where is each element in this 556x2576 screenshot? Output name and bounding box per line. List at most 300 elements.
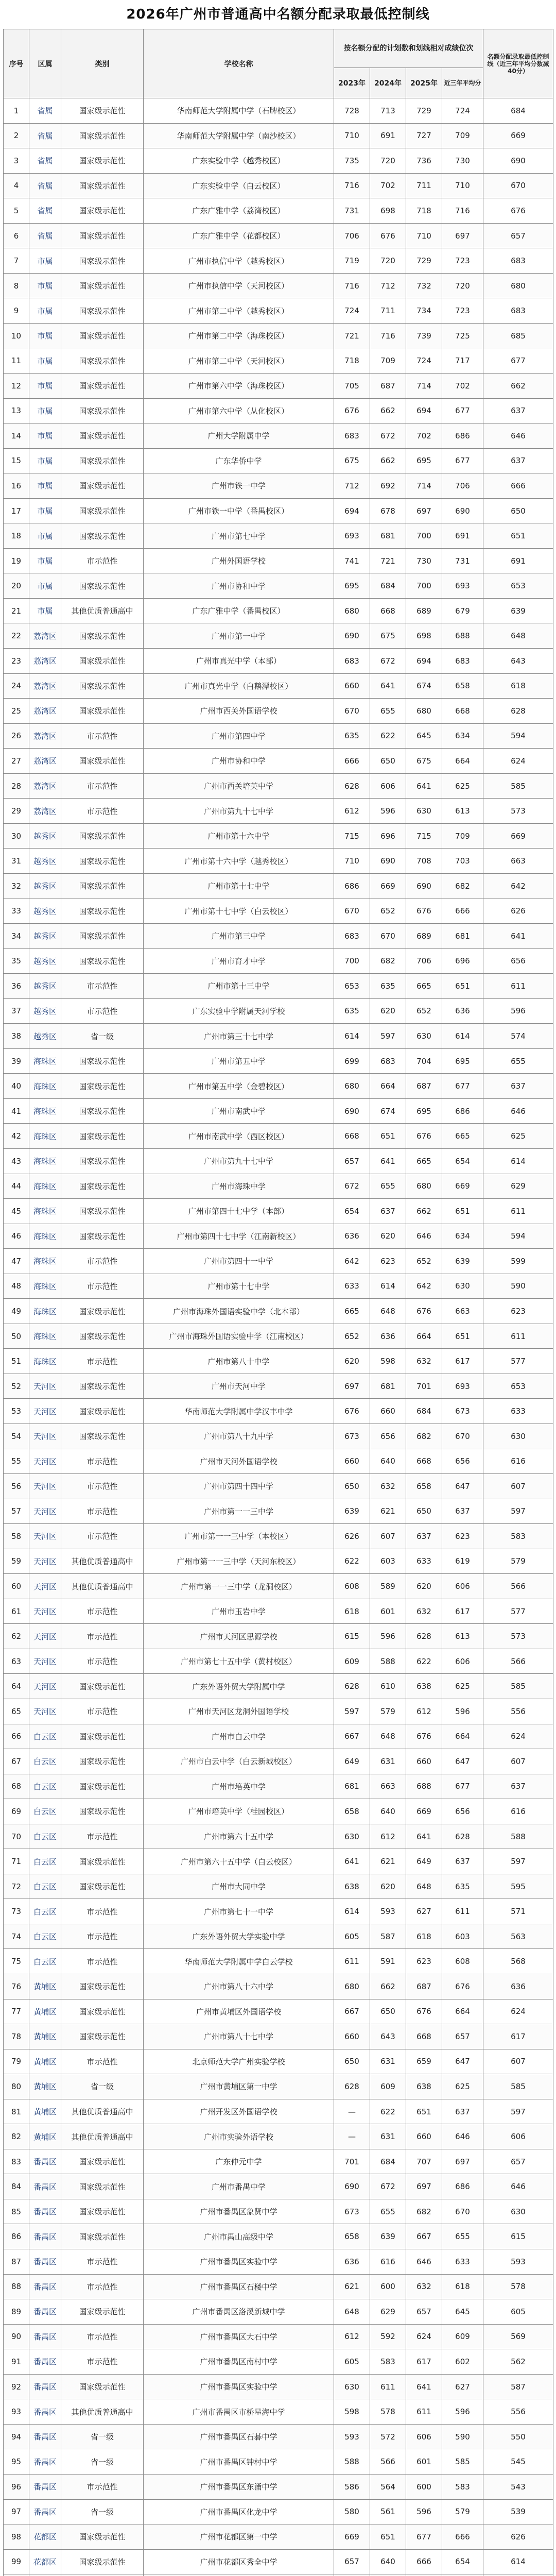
- cell-district: 天河区: [29, 1449, 61, 1474]
- cell-district: 天河区: [29, 1423, 61, 1449]
- cell-average: 702: [442, 374, 483, 399]
- cell-category: 其他优质普通高中: [61, 598, 144, 623]
- cell-2025: 630: [406, 1024, 442, 1049]
- table-row: [4, 1949, 553, 1974]
- cell-2025: 651: [406, 2099, 442, 2124]
- cell-control-line: 607: [483, 2049, 553, 2074]
- cell-district: 市属: [29, 523, 61, 549]
- cell-2024: 674: [370, 1098, 406, 1124]
- cell-average: 695: [442, 1048, 483, 1074]
- cell-2024: 662: [370, 398, 406, 423]
- cell-average: 664: [442, 749, 483, 774]
- cell-no: 15: [4, 448, 29, 473]
- table-row: [4, 1499, 553, 1524]
- cell-control-line: 563: [483, 1924, 553, 1949]
- cell-category: 国家级示范性: [61, 2024, 144, 2049]
- cell-no: 60: [4, 1574, 29, 1599]
- cell-2023: 648: [334, 2299, 370, 2325]
- cell-average: 677: [442, 398, 483, 423]
- cell-2024: 702: [370, 173, 406, 198]
- cell-school: 广东广雅中学（花都校区）: [144, 223, 334, 248]
- cell-average: 688: [442, 623, 483, 649]
- cell-no: 96: [4, 2474, 29, 2499]
- cell-2025: 665: [406, 1148, 442, 1174]
- cell-control-line: 653: [483, 573, 553, 599]
- cell-no: 47: [4, 1249, 29, 1274]
- cell-2023: 639: [334, 1499, 370, 1524]
- cell-2024: 713: [370, 98, 406, 124]
- cell-control-line: 648: [483, 623, 553, 649]
- cell-2025: 714: [406, 374, 442, 399]
- cell-district: 市属: [29, 348, 61, 374]
- cell-no: 28: [4, 773, 29, 799]
- cell-2025: 702: [406, 423, 442, 449]
- cell-2025: 668: [406, 2024, 442, 2049]
- cell-2025: 665: [406, 974, 442, 999]
- table-row: [4, 1249, 553, 1274]
- cell-2023: 741: [334, 548, 370, 573]
- cell-category: 国家级示范性: [61, 948, 144, 974]
- cell-2023: 670: [334, 699, 370, 724]
- cell-category: 国家级示范性: [61, 899, 144, 924]
- table-row: [4, 873, 553, 899]
- cell-school: 广州市第七十一中学: [144, 1899, 334, 1924]
- table-row: [4, 1824, 553, 1849]
- cell-school: 广州市第一中学: [144, 623, 334, 649]
- table-row: [4, 1999, 553, 2024]
- cell-district: 海珠区: [29, 1074, 61, 1099]
- cell-control-line: 623: [483, 1299, 553, 1324]
- cell-2023: 694: [334, 498, 370, 523]
- table-row: [4, 2049, 553, 2074]
- cell-school: 广州市番禺区化龙中学: [144, 2499, 334, 2524]
- cell-2023: 660: [334, 673, 370, 699]
- cell-2024: 579: [370, 1699, 406, 1724]
- cell-district: 白云区: [29, 1799, 61, 1824]
- cell-2023: 706: [334, 223, 370, 248]
- cell-school: 华南师范大学附属中学（石牌校区）: [144, 98, 334, 124]
- cell-average: 625: [442, 773, 483, 799]
- cell-control-line: 585: [483, 1674, 553, 1699]
- cell-school: 广州市第八十七中学: [144, 2024, 334, 2049]
- cell-district: 市属: [29, 548, 61, 573]
- cell-no: 86: [4, 2224, 29, 2249]
- cell-2023: [334, 2574, 370, 2576]
- cell-control-line: 637: [483, 1074, 553, 1099]
- cell-2023: 665: [334, 1299, 370, 1324]
- cell-2025: 676: [406, 1724, 442, 1749]
- cell-school: 广州大学附属中学: [144, 423, 334, 449]
- cell-school: 广州市铁一中学（番禺校区）: [144, 498, 334, 523]
- cell-district: 番禺区: [29, 2474, 61, 2499]
- cell-school: 广州市番禺区钟村中学: [144, 2449, 334, 2475]
- cell-district: 黄埔区: [29, 2049, 61, 2074]
- cell-average: 664: [442, 1999, 483, 2024]
- cell-2023: 580: [334, 2499, 370, 2524]
- cell-average: 663: [442, 1299, 483, 1324]
- cell-no: 57: [4, 1499, 29, 1524]
- cell-no: 68: [4, 1774, 29, 1799]
- cell-2024: 655: [370, 699, 406, 724]
- cell-category: 国家级示范性: [61, 924, 144, 949]
- cell-category: 国家级示范性: [61, 473, 144, 499]
- table-row: [4, 723, 553, 749]
- cell-district: 市属: [29, 323, 61, 348]
- cell-district: 市属: [29, 473, 61, 499]
- cell-control-line: 663: [483, 849, 553, 874]
- cell-category: 市示范性: [61, 1349, 144, 1374]
- cell-2023: 588: [334, 2449, 370, 2475]
- cell-school: 广州市第八十九中学: [144, 1423, 334, 1449]
- cell-2023: 628: [334, 773, 370, 799]
- cell-2024: 721: [370, 548, 406, 573]
- cell-average: 596: [442, 2399, 483, 2425]
- cell-district: 市属: [29, 498, 61, 523]
- cell-control-line: 630: [483, 1423, 553, 1449]
- cell-category: 市示范性: [61, 1599, 144, 1624]
- cell-no: 37: [4, 998, 29, 1024]
- cell-2024: 640: [370, 1449, 406, 1474]
- cell-2023: 621: [334, 2274, 370, 2299]
- table-row: [4, 2249, 553, 2275]
- table-row: [4, 374, 553, 399]
- cell-school: 广州市第十七中学: [144, 1274, 334, 1299]
- cell-no: 93: [4, 2399, 29, 2425]
- table-row: [4, 623, 553, 649]
- table-row: [4, 448, 553, 473]
- cell-control-line: 670: [483, 173, 553, 198]
- cell-district: 黄埔区: [29, 2074, 61, 2099]
- cell-average: 651: [442, 974, 483, 999]
- cell-district: 白云区: [29, 1899, 61, 1924]
- cell-school: 广州市第十七中学（白云校区）: [144, 899, 334, 924]
- cell-control-line: 636: [483, 1974, 553, 1999]
- cell-average: 613: [442, 799, 483, 824]
- cell-district: 市属: [29, 273, 61, 298]
- cell-2025: 732: [406, 273, 442, 298]
- cell-2025: 734: [406, 298, 442, 324]
- table-row: [4, 1524, 553, 1549]
- cell-2024: 690: [370, 849, 406, 874]
- cell-category: 市示范性: [61, 1899, 144, 1924]
- table-row: [4, 649, 553, 674]
- cell-no: 73: [4, 1899, 29, 1924]
- header-no: 序号: [4, 29, 29, 98]
- cell-category: 国家级示范性: [61, 2299, 144, 2325]
- cell-school: 广州市海珠中学: [144, 1174, 334, 1199]
- cell-2023: 697: [334, 1374, 370, 1399]
- cell-2025: 620: [406, 1574, 442, 1599]
- cell-2025: 676: [406, 1999, 442, 2024]
- cell-no: 11: [4, 348, 29, 374]
- table-row: [4, 1423, 553, 1449]
- cell-control-line: 677: [483, 348, 553, 374]
- cell-2024: 641: [370, 1148, 406, 1174]
- cell-school: 广州市第七十五中学（黄村校区）: [144, 1649, 334, 1674]
- cell-2023: 660: [334, 1449, 370, 1474]
- cell-2023: 593: [334, 2424, 370, 2449]
- cell-no: 6: [4, 223, 29, 248]
- cell-school: 广州市第四十七中学（本部）: [144, 1199, 334, 1224]
- cell-no: 76: [4, 1974, 29, 1999]
- cell-2025: 701: [406, 1374, 442, 1399]
- cell-no: 38: [4, 1024, 29, 1049]
- cell-average: 690: [442, 498, 483, 523]
- cell-2024: 622: [370, 2099, 406, 2124]
- cell-category: 国家级示范性: [61, 498, 144, 523]
- table-row: [4, 1874, 553, 1899]
- table-row: [4, 2349, 553, 2375]
- cell-average: 651: [442, 1324, 483, 1349]
- cell-control-line: 683: [483, 298, 553, 324]
- cell-average: 670: [442, 1423, 483, 1449]
- table-header: [4, 29, 553, 98]
- cell-category: 市示范性: [61, 998, 144, 1024]
- cell-average: 579: [442, 2499, 483, 2524]
- cell-category: 省一级: [61, 1024, 144, 1049]
- cell-2023: 635: [334, 723, 370, 749]
- cell-control-line: 573: [483, 1624, 553, 1649]
- table-row: [4, 1699, 553, 1724]
- cell-district: 番禺区: [29, 2449, 61, 2475]
- cell-control-line: 556: [483, 2399, 553, 2425]
- cell-control-line: 545: [483, 2449, 553, 2475]
- table-row: [4, 2574, 553, 2576]
- cell-2025: 637: [406, 1524, 442, 1549]
- cell-no: 22: [4, 623, 29, 649]
- header-control-line: 名额分配录取最低控制线（近三年平均分数减40分）: [483, 29, 553, 98]
- cell-district: 番禺区: [29, 2374, 61, 2399]
- cell-2024: 620: [370, 1874, 406, 1899]
- table-row: [4, 398, 553, 423]
- cell-school: 广州市真光中学（白鹅潭校区）: [144, 673, 334, 699]
- cell-no: 46: [4, 1224, 29, 1249]
- cell-average: 634: [442, 723, 483, 749]
- cell-school: 广州市真光中学（本部）: [144, 649, 334, 674]
- cell-2024: 635: [370, 974, 406, 999]
- table-row: [4, 1974, 553, 1999]
- table-row: [4, 2074, 553, 2099]
- cell-category: 国家级示范性: [61, 2199, 144, 2224]
- cell-average: 623: [442, 1524, 483, 1549]
- header-group: 按名额分配的计划数和划线相对成绩位次: [334, 29, 483, 68]
- cell-average: 725: [442, 323, 483, 348]
- cell-control-line: 624: [483, 1999, 553, 2024]
- cell-school: 广州市天河外国语学校: [144, 1449, 334, 1474]
- cell-district: 白云区: [29, 1924, 61, 1949]
- cell-2024: 656: [370, 1423, 406, 1449]
- score-table: [3, 29, 553, 2576]
- cell-2024: 639: [370, 2224, 406, 2249]
- cell-2023: 676: [334, 398, 370, 423]
- cell-no: 34: [4, 924, 29, 949]
- cell-average: 676: [442, 1974, 483, 1999]
- cell-average: 706: [442, 473, 483, 499]
- cell-average: 636: [442, 998, 483, 1024]
- cell-2025: 680: [406, 1174, 442, 1199]
- cell-2023: 615: [334, 1624, 370, 1649]
- table-row: [4, 573, 553, 599]
- cell-school: 广州开发区外国语学校: [144, 2099, 334, 2124]
- cell-category: 国家级示范性: [61, 2149, 144, 2174]
- cell-school: 广州市第四十一中学: [144, 1249, 334, 1274]
- cell-category: 省一级: [61, 2074, 144, 2099]
- cell-school: 广州市执信中学（越秀校区）: [144, 248, 334, 274]
- cell-control-line: 641: [483, 924, 553, 949]
- cell-control-line: 614: [483, 2549, 553, 2574]
- cell-average: 679: [442, 598, 483, 623]
- cell-2023: 657: [334, 1148, 370, 1174]
- cell-district: 越秀区: [29, 873, 61, 899]
- cell-district: 番禺区: [29, 2324, 61, 2349]
- cell-district: 天河区: [29, 1549, 61, 1574]
- cell-2023: 653: [334, 974, 370, 999]
- cell-2023: 695: [334, 573, 370, 599]
- cell-control-line: 624: [483, 749, 553, 774]
- cell-control-line: 642: [483, 873, 553, 899]
- cell-2024: 655: [370, 1174, 406, 1199]
- cell-no: 62: [4, 1624, 29, 1649]
- cell-2024: 670: [370, 924, 406, 949]
- cell-school: 广州市番禺区石碁中学: [144, 2424, 334, 2449]
- cell-control-line: 607: [483, 1749, 553, 1774]
- cell-school: 广州市花都区秀全中学: [144, 2549, 334, 2574]
- cell-2025: 730: [406, 548, 442, 573]
- cell-control-line: 628: [483, 699, 553, 724]
- table-row: [4, 1799, 553, 1824]
- cell-no: 87: [4, 2249, 29, 2275]
- cell-no: 75: [4, 1949, 29, 1974]
- cell-district: 海珠区: [29, 1274, 61, 1299]
- cell-average: 596: [442, 1699, 483, 1724]
- cell-no: 79: [4, 2049, 29, 2074]
- cell-2023: —: [334, 2099, 370, 2124]
- cell-school: 广州市番禺中学: [144, 2174, 334, 2199]
- cell-no: 10: [4, 323, 29, 348]
- cell-2025: 652: [406, 1249, 442, 1274]
- table-row: [4, 974, 553, 999]
- cell-school: 广东实验中学（越秀校区）: [144, 148, 334, 174]
- cell-district: 海珠区: [29, 1174, 61, 1199]
- cell-category: 市示范性: [61, 723, 144, 749]
- cell-average: 730: [442, 148, 483, 174]
- cell-district: 番禺区: [29, 2499, 61, 2524]
- table-row: [4, 473, 553, 499]
- cell-control-line: 597: [483, 1849, 553, 1874]
- cell-school: 广州市执信中学（天河校区）: [144, 273, 334, 298]
- cell-2023: 630: [334, 2374, 370, 2399]
- cell-category: 国家级示范性: [61, 248, 144, 274]
- cell-2025: 612: [406, 1699, 442, 1724]
- cell-average: 686: [442, 2174, 483, 2199]
- cell-school: 广州市培英中学: [144, 1774, 334, 1799]
- cell-control-line: 615: [483, 2224, 553, 2249]
- cell-district: 市属: [29, 448, 61, 473]
- cell-district: 荔湾区: [29, 723, 61, 749]
- table-row: [4, 198, 553, 224]
- cell-control-line: 590: [483, 1274, 553, 1299]
- cell-district: 荔湾区: [29, 773, 61, 799]
- cell-category: 市示范性: [61, 1524, 144, 1549]
- table-row: [4, 1174, 553, 1199]
- cell-2024: 564: [370, 2474, 406, 2499]
- cell-2024: 600: [370, 2274, 406, 2299]
- cell-2023: 586: [334, 2474, 370, 2499]
- cell-no: 19: [4, 548, 29, 573]
- table-row: [4, 2099, 553, 2124]
- cell-2025: 706: [406, 948, 442, 974]
- cell-school: 广州市第二中学（海珠校区）: [144, 323, 334, 348]
- table-row: [4, 1574, 553, 1599]
- cell-no: 67: [4, 1749, 29, 1774]
- table-body: [4, 98, 553, 2576]
- cell-2025: 727: [406, 123, 442, 148]
- cell-average: 630: [442, 1274, 483, 1299]
- cell-control-line: 593: [483, 2249, 553, 2275]
- cell-category: 国家级示范性: [61, 1799, 144, 1824]
- cell-school: 广州市南武中学（西区校区）: [144, 1124, 334, 1149]
- cell-control-line: 633: [483, 1399, 553, 1424]
- cell-district: 天河区: [29, 1699, 61, 1724]
- cell-school: 广州市协和中学: [144, 573, 334, 599]
- table-row: [4, 799, 553, 824]
- cell-2024: 650: [370, 1999, 406, 2024]
- cell-2025: 632: [406, 2274, 442, 2299]
- cell-2024: 578: [370, 2399, 406, 2425]
- cell-2024: 623: [370, 1249, 406, 1274]
- cell-category: 国家级示范性: [61, 198, 144, 224]
- cell-2025: 646: [406, 2249, 442, 2275]
- cell-average: 617: [442, 1599, 483, 1624]
- cell-district: 天河区: [29, 1524, 61, 1549]
- cell-average: 691: [442, 523, 483, 549]
- cell-2024: 669: [370, 873, 406, 899]
- cell-2023: 628: [334, 2074, 370, 2099]
- table-row: [4, 2299, 553, 2325]
- cell-no: 65: [4, 1699, 29, 1724]
- cell-category: 国家级示范性: [61, 398, 144, 423]
- cell-2023: 649: [334, 1749, 370, 1774]
- cell-2023: 641: [334, 1849, 370, 1874]
- cell-control-line: 669: [483, 823, 553, 849]
- cell-no: 26: [4, 723, 29, 749]
- cell-category: 国家级示范性: [61, 123, 144, 148]
- cell-no: 17: [4, 498, 29, 523]
- cell-category: 市示范性: [61, 1924, 144, 1949]
- cell-school: 广州市第八十六中学: [144, 1974, 334, 1999]
- cell-average: 619: [442, 1549, 483, 1574]
- cell-average: 666: [442, 2524, 483, 2550]
- cell-school: 广州市第九十七中学: [144, 1148, 334, 1174]
- cell-control-line: 626: [483, 2524, 553, 2550]
- cell-2025: 646: [406, 1224, 442, 1249]
- cell-2023: 608: [334, 1574, 370, 1599]
- cell-school: 广州市第二中学（越秀校区）: [144, 298, 334, 324]
- cell-category: 市示范性: [61, 1449, 144, 1474]
- table-row: [4, 598, 553, 623]
- cell-school: 广东外语外贸大学实验中学: [144, 1924, 334, 1949]
- cell-control-line: 571: [483, 1899, 553, 1924]
- cell-district: 番禺区: [29, 2174, 61, 2199]
- cell-school: 广东华侨中学: [144, 448, 334, 473]
- cell-2024: 712: [370, 273, 406, 298]
- cell-average: 656: [442, 1449, 483, 1474]
- cell-2023: 675: [334, 448, 370, 473]
- header-2025: 2025年: [406, 68, 442, 98]
- cell-control-line: 616: [483, 1449, 553, 1474]
- table-row: [4, 2274, 553, 2299]
- cell-2024: 632: [370, 1474, 406, 1499]
